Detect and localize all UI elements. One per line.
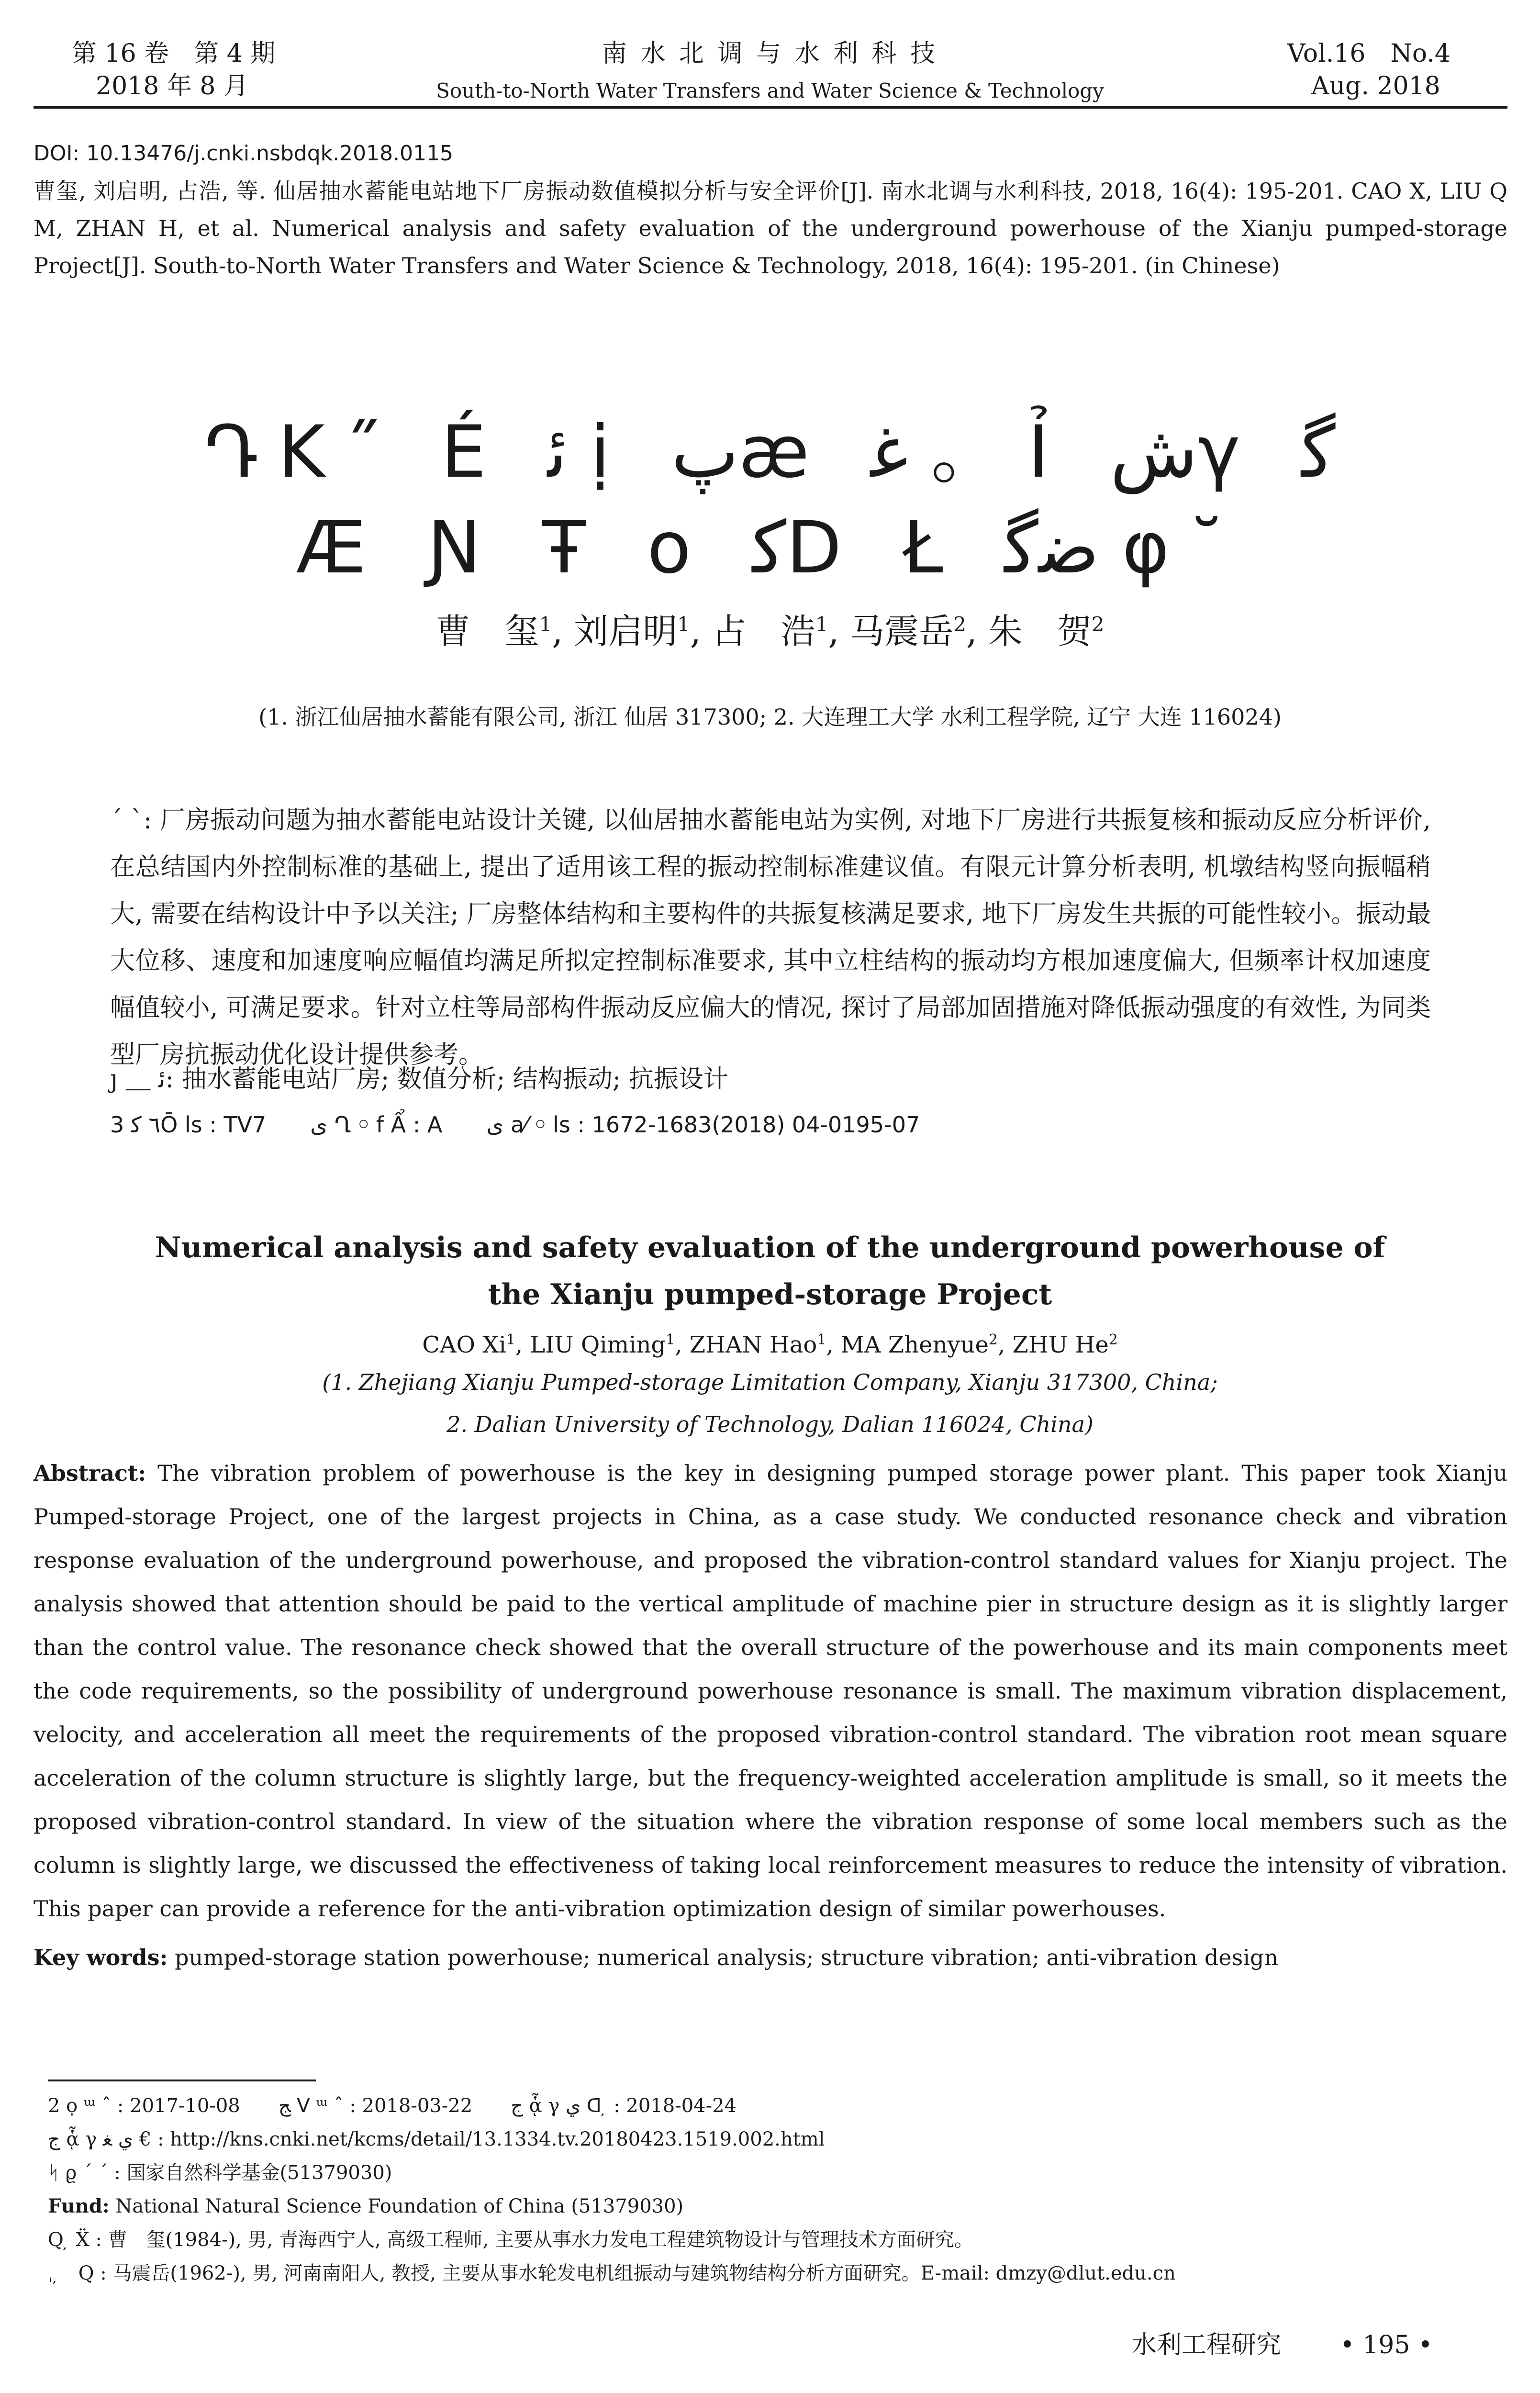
affiliation-en-line1: (1. Zhejiang Xianju Pumped-storage Limitation Company, Xianju 317300, China; [322, 1369, 1218, 1395]
classification-line: 3 ٦ ﮐŌ ls : TV7 ى Ղ ￮ f Ẩ : A ى a⁄ ￮ ls : 1672-1683(2018) 04-0195-07 [110, 1112, 920, 1138]
keywords-en-text: pumped-storage station powerhouse; numerical analysis; structure vibration; anti-vibration design [175, 1945, 1278, 1970]
author-cn: 朱 贺 [988, 611, 1092, 651]
author-cn-sup: 2 [1091, 613, 1105, 636]
journal-title-cn: 南 水 北 调 与 水 利 科 技 [602, 39, 938, 68]
keywords-cn-label: ȷ ＿ ﺋ [110, 1065, 166, 1094]
footnote-fund-en [48, 2190, 1507, 2223]
author-en: CAO Xi [422, 1331, 506, 1358]
author-en-sup: 1 [506, 1331, 515, 1348]
author-en: ZHAN Hao [689, 1331, 817, 1358]
author-en: LIU Qiming [530, 1331, 666, 1358]
abstract-cn [110, 797, 1431, 1078]
keywords-cn [110, 1060, 1431, 1098]
author-cn: 占 浩 [712, 611, 815, 651]
author-cn: 刘启明 [574, 611, 678, 651]
footer-section: 水利工程研究 [1132, 2331, 1282, 2359]
footnote-online: ﺝ ᾇ γ ي ﻐ € : http://kns.cnki.net/kcms/detail/13.1334.tv.20180423.1519.002.html [48, 2128, 825, 2150]
footnote-fund-cn: ᛋ ϱ ˊ ˊ : 国家自然科学基金(51379030) [48, 2162, 392, 2184]
title-en-line2: the Xianju pumped-storage Project [488, 1278, 1052, 1311]
authors-cn: 曹 玺$^1$, 刘启明$^1$, 占 浩$^1$, 马震岳$^2$, 朱 贺$^2$ [435, 611, 1105, 651]
fund-en-label: Fund: [48, 2195, 110, 2217]
footnote-rule [48, 2080, 316, 2081]
keywords-en [33, 1936, 1507, 1979]
author-cn-sup: 1 [815, 613, 828, 636]
author-cn-sup: 1 [677, 613, 690, 636]
abstract-en-text: The vibration problem of powerhouse is the key in designing pumped storage power plant. This paper took Xianju Pumped-storage Project, one of the largest projects in China, as a case study. We conducted resonance check and vibration response evaluation of the underground powerhouse, and proposed the vibration-control standard values for Xianju project. The analysis showed that attention should be paid to the vertical amplitude of machine pier in structure design as it is slightly larger than the control value. The resonance check showed that the overall structure of the powerhouse and its main components meet the code requirements, so the possibility of underground powerhouse resonance is small. The maximum vibration displacement, velocity, and acceleration all meet the requirements of the proposed vibration-control standard. The vibration root mean square acceleration of the column structure is slightly large, but the frequency-weighted acceleration amplitude is small, so it meets the proposed vibration-control standard. In view of the situation where the vibration response of some local members such as the column is slightly large, we discussed the effectiveness of taking local reinforcement measures to reduce the intensity of vibration. This paper can provide a reference for the anti-vibration optimization design of similar powerhouses. [33, 1460, 1507, 1922]
author-en-sup: 1 [817, 1331, 826, 1348]
authors-en: CAO Xi$^1$, LIU Qiming$^1$, ZHAN Hao$^1$, MA Zhenyue$^2$, ZHU He$^2$ [422, 1331, 1118, 1358]
footnote-dates: 2 ọ ᵚ ˆ : 2017-10-08 ﺞ ᐯ ᵚ ˆ : 2018-03-22 ﺝ ᾇ γ ي ᗡ ̦ : 2018-04-24 [48, 2095, 737, 2117]
abstract-cn-text: : 厂房振动问题为抽水蓄能电站设计关键, 以仙居抽水蓄能电站为实例, 对地下厂房进行共振复核和振动反应分析评价, 在总结国内外控制标准的基础上, 提出了适用该工程的振动控制标准建议值。有限元计算分析表明, 机墩结构竖向振幅稍大, 需要在结构设计中予以关注; 厂房整体结构和主要构件的共振复核满足要求, 地下厂房发生共振的可能性较小。振动最大位移、速度和加速度响应幅值均满足所拟定控制标准要求, 其中立柱结构的振动均方根加速度偏大, 但频率计权加速度幅值较小, 可满足要求。针对立柱等局部构件振动反应偏大的情况, 探讨了局部加固措施对降低振动强度的有效性, 为同类型厂房抗振动优化设计提供参考。 [110, 806, 1431, 1069]
doi: DOI: 10.13476/j.cnki.nsbdqk.2018.0115 [33, 141, 454, 166]
title-cn-line1: ԴΚ˝ É ﺋ ị پæ ﻏ ｡ Ỉ ﺵγ ﮔ [204, 411, 1336, 494]
keywords-en-label: Key words: [33, 1945, 168, 1970]
header-volume-en: Vol.16 No.4 [1287, 39, 1451, 68]
author-en-sup: 2 [988, 1331, 998, 1348]
fund-en-text: National Natural Science Foundation of China (51379030) [115, 2195, 684, 2217]
footnote-author2: ˌ ̦ Q : 马震岳(1962-), 男, 河南南阳人, 教授, 主要从事水轮发电机组振动与建筑物结构分析方面研究。E-mail: dmzy@dlut.edu.cn [48, 2262, 1176, 2284]
author-cn-sup: 1 [539, 613, 552, 636]
author-en-sup: 1 [666, 1331, 675, 1348]
affiliation-cn: (1. 浙江仙居抽水蓄能有限公司, 浙江 仙居 317300; 2. 大连理工大学 水利工程学院, 辽宁 大连 116024) [258, 704, 1282, 730]
author-cn-sup: 2 [953, 613, 966, 636]
page-number: • 195 • [1340, 2331, 1433, 2359]
keywords-cn-text: : 抽水蓄能电站厂房; 数值分析; 结构振动; 抗振设计 [165, 1065, 728, 1094]
header-date-cn: 2018 年 8 月 [96, 72, 249, 101]
affiliation-en-line2: 2. Dalian University of Technology, Dalian 116024, China) [446, 1411, 1094, 1437]
abstract-cn-label: ˊ ˋ [110, 806, 144, 835]
author-en: ZHU He [1012, 1331, 1109, 1358]
journal-title-en: South-to-North Water Transfers and Water Science & Technology [436, 79, 1104, 102]
author-cn: 曹 玺 [435, 611, 539, 651]
abstract-en-label: Abstract: [33, 1460, 146, 1486]
title-cn-line2: Æ Ɲ Ŧ o ﮐD Ł ﺿﮔ φ˘ [296, 506, 1244, 590]
author-en-sup: 2 [1108, 1331, 1118, 1348]
abstract-en [33, 1452, 1507, 1931]
header-date-en: Aug. 2018 [1311, 72, 1440, 101]
author-cn: 马震岳 [850, 611, 954, 651]
header-rule [33, 106, 1507, 109]
author-en: MA Zhenyue [840, 1331, 989, 1358]
title-en-line1: Numerical analysis and safety evaluation of the underground powerhouse of [155, 1231, 1385, 1264]
header-volume-cn: 第 16 卷 第 4 期 [72, 39, 276, 68]
citation-text: 曹玺, 刘启明, 占浩, 等. 仙居抽水蓄能电站地下厂房振动数值模拟分析与安全评价[J]. 南水北调与水利科技, 2018, 16(4): 195-201. CAO X, LIU Q M, ZHAN H, et al. Numerical analysis and safety evaluation of the underground powerhouse of the Xianju pumped-storage Project[J]. South-to-North Water Transfers and Water Science & Technology, 2018, 16(4): 195-201. (in Chinese) [33, 178, 1507, 279]
footnote-author1: Q ̦ Ẍ : 曹 玺(1984-), 男, 青海西宁人, 高级工程师, 主要从事水力发电工程建筑物设计与管理技术方面研究。 [48, 2229, 973, 2251]
